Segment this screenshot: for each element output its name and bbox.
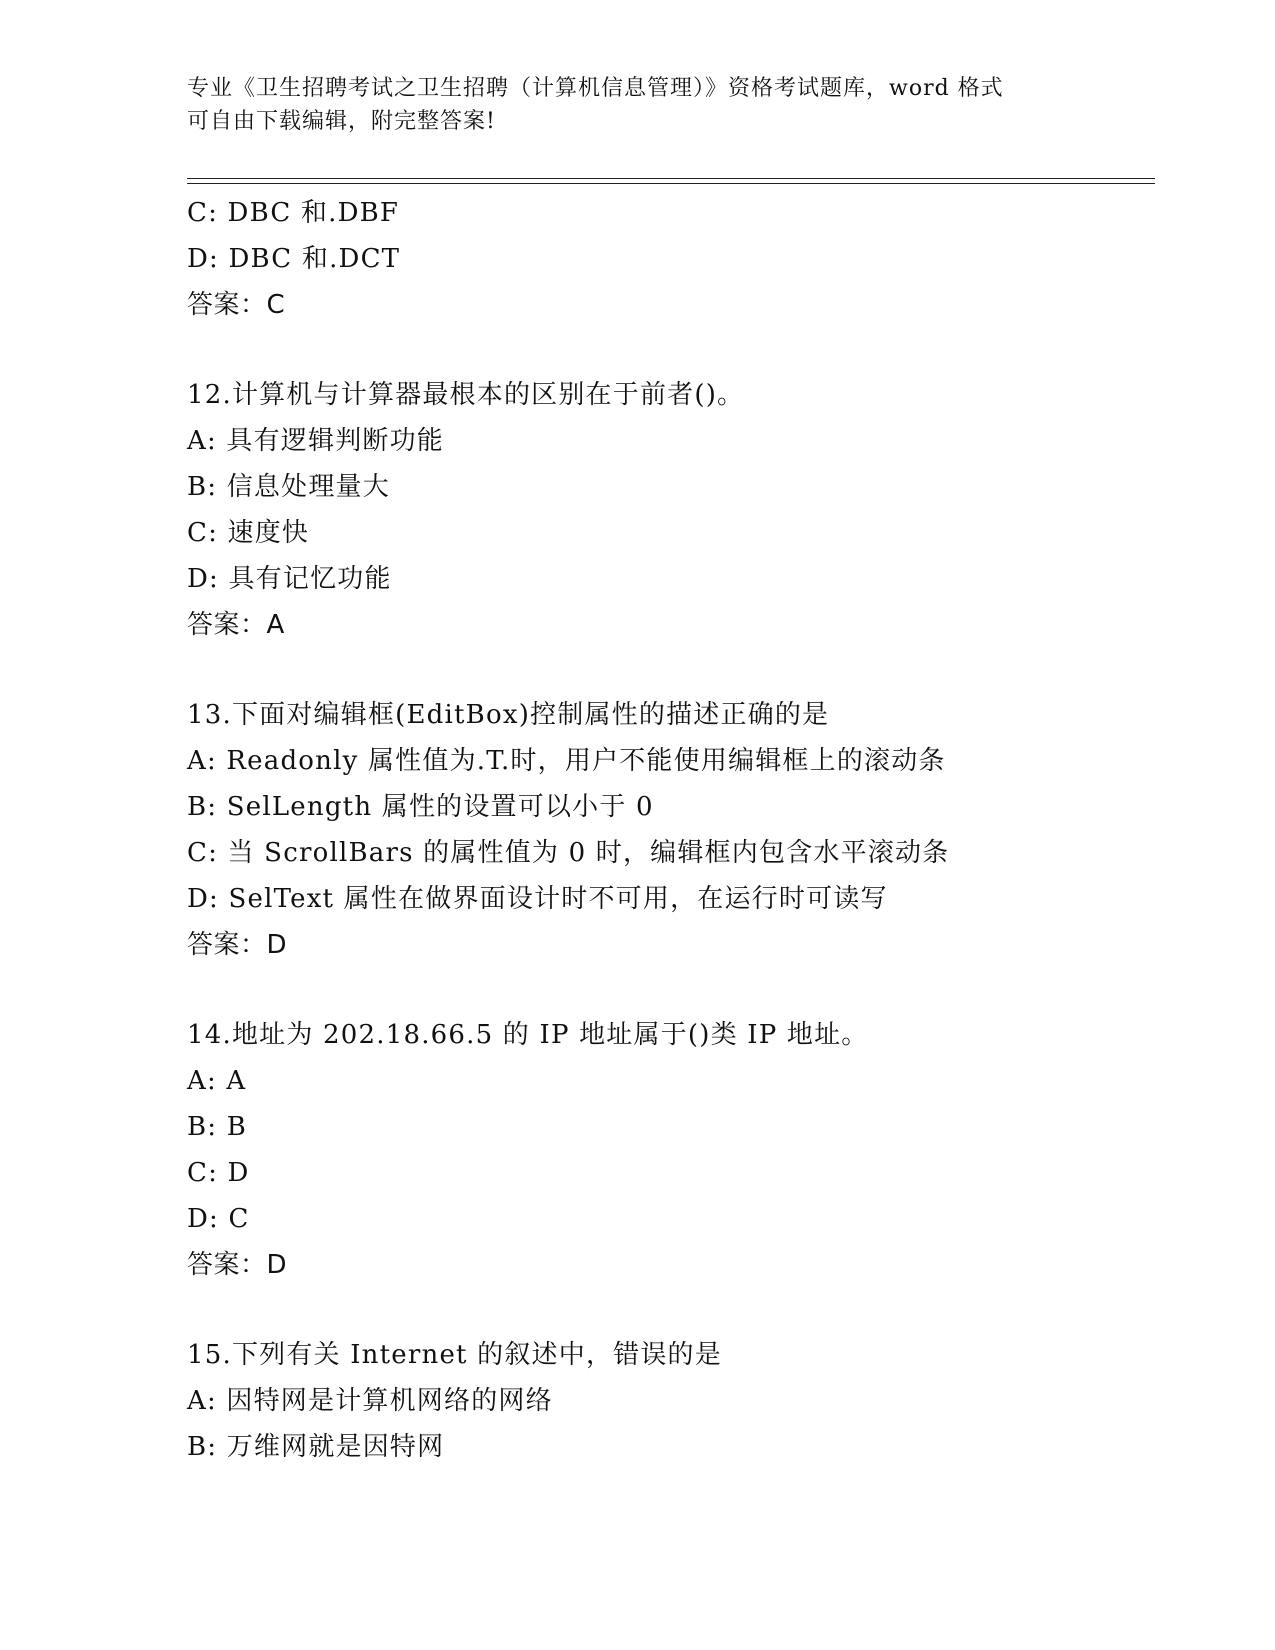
question-stem: 14.地址为 202.18.66.5 的 IP 地址属于()类 IP 地址。: [187, 1020, 869, 1050]
header-divider-top: [187, 178, 1155, 179]
question-stem: 15.下列有关 Internet 的叙述中，错误的是: [187, 1340, 722, 1370]
option-c: C: D: [187, 1158, 250, 1188]
answer-line: 答案：A: [187, 610, 285, 640]
option-d: D: SelText 属性在做界面设计时不可用，在运行时可读写: [187, 884, 888, 914]
option-d: D: DBC 和.DCT: [187, 244, 401, 274]
option-c: C: 速度快: [187, 518, 310, 548]
option-a: A: 因特网是计算机网络的网络: [187, 1386, 553, 1416]
option-a: A: A: [187, 1066, 247, 1096]
question-block-11: [187, 190, 1157, 328]
option-d: D: 具有记忆功能: [187, 564, 392, 594]
option-b: B: 信息处理量大: [187, 472, 390, 502]
header-line-2: 可自由下载编辑，附完整答案!: [187, 109, 496, 134]
answer-line: 答案：C: [187, 290, 286, 320]
header-line-1: 专业《卫生招聘考试之卫生招聘（计算机信息管理）》资格考试题库，word 格式: [187, 76, 1004, 101]
answer-line: 答案：D: [187, 1250, 288, 1280]
option-a: A: Readonly 属性值为.T.时，用户不能使用编辑框上的滚动条: [187, 746, 946, 776]
question-block-15: [187, 1332, 1157, 1470]
question-block-14: [187, 1012, 1157, 1288]
option-c: C: 当 ScrollBars 的属性值为 0 时，编辑框内包含水平滚动条: [187, 838, 950, 868]
document-header: [187, 72, 1067, 138]
option-a: A: 具有逻辑判断功能: [187, 426, 445, 456]
header-divider-bottom: [187, 183, 1155, 184]
option-c: C: DBC 和.DBF: [187, 198, 400, 228]
question-stem: 12.计算机与计算器最根本的区别在于前者()。: [187, 380, 745, 410]
option-d: D: C: [187, 1204, 250, 1234]
answer-line: 答案：D: [187, 930, 288, 960]
option-b: B: SelLength 属性的设置可以小于 0: [187, 792, 654, 822]
question-block-12: [187, 372, 1157, 648]
question-list: [187, 190, 1157, 1470]
option-b: B: B: [187, 1112, 248, 1142]
question-stem: 13.下面对编辑框(EditBox)控制属性的描述正确的是: [187, 700, 830, 730]
option-b: B: 万维网就是因特网: [187, 1432, 445, 1462]
question-block-13: [187, 692, 1157, 968]
